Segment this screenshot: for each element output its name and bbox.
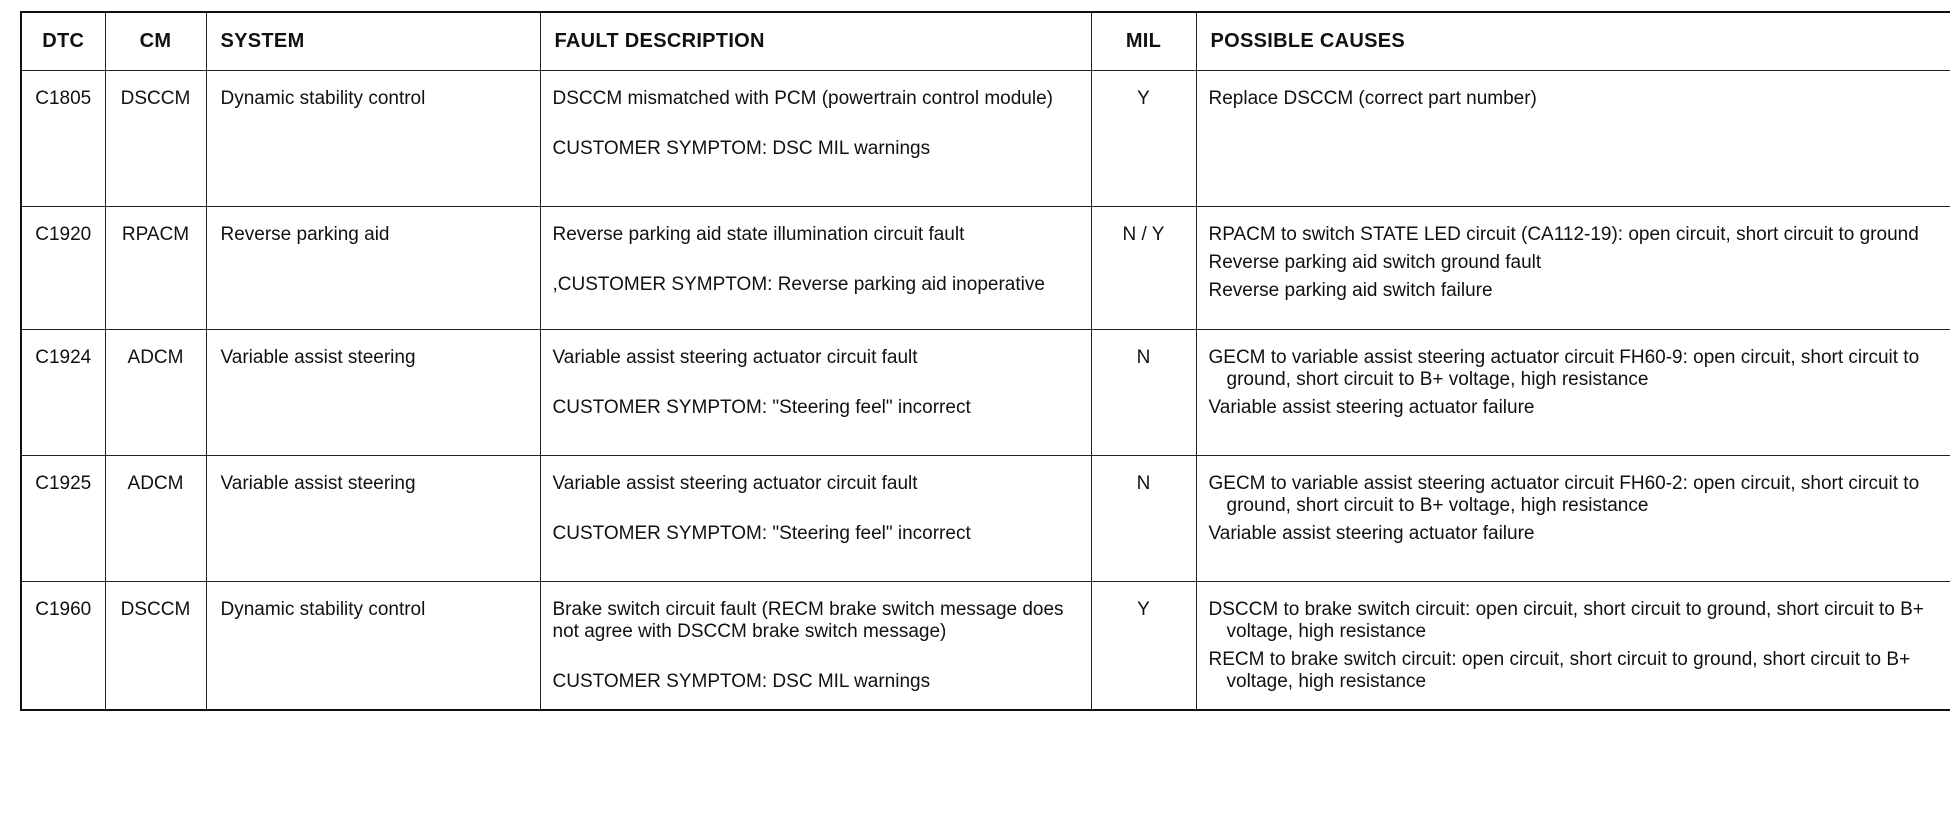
fault-description: Variable assist steering actuator circuit fault xyxy=(552,347,918,368)
fault-cell xyxy=(540,330,1091,456)
possible-cause: RECM to brake switch circuit: open circuit, short circuit to ground, short circuit to B+ voltage, high resistance xyxy=(1208,649,1911,692)
mil-cell: Y xyxy=(1091,582,1196,711)
table-row xyxy=(21,207,1950,330)
cm-cell: RPACM xyxy=(105,207,206,330)
system-cell: Variable assist steering xyxy=(206,456,540,582)
customer-symptom: ,CUSTOMER SYMPTOM: Reverse parking aid inoperative xyxy=(552,274,1045,295)
dtc-cell: C1925 xyxy=(21,456,105,582)
header-cm: CM xyxy=(105,12,206,71)
causes-cell xyxy=(1196,582,1950,711)
cm-cell: DSCCM xyxy=(105,71,206,207)
table-row xyxy=(21,330,1950,456)
mil-cell: N xyxy=(1091,456,1196,582)
header-fault-description: FAULT DESCRIPTION xyxy=(540,12,1091,71)
fault-cell xyxy=(540,582,1091,711)
system-cell: Dynamic stability control xyxy=(206,582,540,711)
dtc-cell: C1960 xyxy=(21,582,105,711)
causes-cell xyxy=(1196,207,1950,330)
cm-cell: ADCM xyxy=(105,330,206,456)
possible-cause: RPACM to switch STATE LED circuit (CA112-19): open circuit, short circuit to ground xyxy=(1208,224,1919,245)
causes-cell xyxy=(1196,330,1950,456)
dtc-cell: C1805 xyxy=(21,71,105,207)
table-row xyxy=(21,71,1950,207)
fault-description: Brake switch circuit fault (RECM brake switch message does not agree with DSCCM brake switch message) xyxy=(552,599,1064,642)
causes-cell xyxy=(1196,456,1950,582)
header-mil: MIL xyxy=(1091,12,1196,71)
possible-cause: GECM to variable assist steering actuator circuit FH60-9: open circuit, short circuit to ground, short circuit to B+ voltage, high resistance xyxy=(1208,347,1920,390)
header-possible-causes: POSSIBLE CAUSES xyxy=(1196,12,1950,71)
possible-cause: Reverse parking aid switch ground fault xyxy=(1208,252,1542,273)
dtc-cell: C1920 xyxy=(21,207,105,330)
cm-cell: ADCM xyxy=(105,456,206,582)
customer-symptom: CUSTOMER SYMPTOM: "Steering feel" incorrect xyxy=(552,397,971,418)
causes-cell xyxy=(1196,71,1950,207)
system-cell: Variable assist steering xyxy=(206,330,540,456)
fault-description: Reverse parking aid state illumination circuit fault xyxy=(552,224,965,245)
fault-cell xyxy=(540,71,1091,207)
header-dtc: DTC xyxy=(21,12,105,71)
customer-symptom: CUSTOMER SYMPTOM: DSC MIL warnings xyxy=(552,138,931,159)
possible-cause: Variable assist steering actuator failure xyxy=(1208,397,1535,418)
possible-cause: Replace DSCCM (correct part number) xyxy=(1208,88,1537,109)
dtc-cell: C1924 xyxy=(21,330,105,456)
dtc-table xyxy=(20,11,1950,711)
cm-cell: DSCCM xyxy=(105,582,206,711)
fault-cell xyxy=(540,207,1091,330)
header-system: SYSTEM xyxy=(206,12,540,71)
system-cell: Reverse parking aid xyxy=(206,207,540,330)
possible-cause: Reverse parking aid switch failure xyxy=(1208,280,1493,301)
possible-cause: Variable assist steering actuator failure xyxy=(1208,523,1535,544)
mil-cell: N / Y xyxy=(1091,207,1196,330)
system-cell: Dynamic stability control xyxy=(206,71,540,207)
customer-symptom: CUSTOMER SYMPTOM: DSC MIL warnings xyxy=(552,671,931,692)
possible-cause: DSCCM to brake switch circuit: open circuit, short circuit to ground, short circuit to B+ voltage, high resistance xyxy=(1208,599,1924,642)
mil-cell: N xyxy=(1091,330,1196,456)
possible-cause: GECM to variable assist steering actuator circuit FH60-2: open circuit, short circuit to ground, short circuit to B+ voltage, high resistance xyxy=(1208,473,1920,516)
table-row xyxy=(21,456,1950,582)
fault-description: DSCCM mismatched with PCM (powertrain control module) xyxy=(552,88,1053,109)
mil-cell: Y xyxy=(1091,71,1196,207)
fault-cell xyxy=(540,456,1091,582)
fault-description: Variable assist steering actuator circuit fault xyxy=(552,473,918,494)
customer-symptom: CUSTOMER SYMPTOM: "Steering feel" incorrect xyxy=(552,523,971,544)
table-row xyxy=(21,582,1950,711)
header-row xyxy=(21,12,1950,71)
